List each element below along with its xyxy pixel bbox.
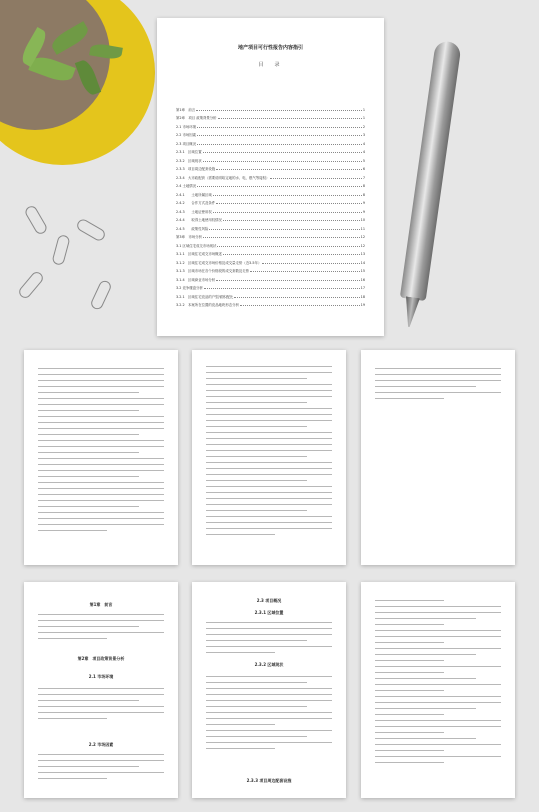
paperclip: [17, 270, 45, 301]
toc-entry-label: 3.2.1 区域住宅竞品的户型/面积配比: [176, 294, 234, 299]
toc-entry: [176, 146, 365, 155]
toc-entry-page: 9: [362, 201, 365, 205]
toc-entry: [176, 265, 365, 274]
toc-entry: [176, 188, 365, 197]
toc-leader-dots: [203, 152, 362, 153]
paperclip: [75, 217, 107, 242]
text-lines: [206, 622, 332, 658]
toc-entry: [176, 273, 365, 282]
toc-entry-page: 13: [360, 252, 365, 256]
toc-entry: [176, 112, 365, 121]
toc-entry-page: 14: [360, 260, 365, 265]
toc-entry-page: 6: [362, 167, 365, 171]
toc-entry: [176, 256, 365, 265]
toc-entry-label: 第1章 前言: [176, 107, 196, 112]
toc-entry-label: 2.4 土地情况: [176, 184, 197, 188]
content-page-2: [192, 582, 346, 798]
toc-entry: [176, 163, 365, 172]
toc-entry-label: 2.3 项目概况: [176, 141, 197, 146]
toc-entry-label: 2.1 市场环境: [176, 124, 197, 129]
section-heading: 2.1 市场环境: [88, 674, 114, 679]
toc-entry-page: 1: [362, 116, 365, 120]
toc-entry: [176, 290, 365, 299]
section-heading: 2.2 市场因素: [88, 742, 114, 747]
toc-leader-dots: [223, 254, 360, 255]
toc-leader-dots: [216, 169, 362, 170]
toc-leader-dots: [197, 186, 362, 187]
toc-leader-dots: [234, 297, 359, 298]
toc-entry-label: 2.4.1 土地所属区域: [176, 192, 212, 197]
text-lines: [206, 676, 332, 754]
toc-entry: [176, 103, 365, 112]
subsection-heading: 2.3.1 区域位置: [254, 610, 284, 615]
toc-entry-label: 2.4.3 土地证使用权: [176, 209, 212, 214]
toc-entry-page: 17: [360, 286, 365, 290]
toc-entry-page: 4: [362, 150, 365, 154]
toc-entry-label: 2.2 市场因素: [176, 133, 197, 137]
toc-entry-page: 5: [362, 158, 365, 163]
toc-entry-label: 2.3.3 项目周边配套设施: [176, 167, 216, 171]
table-of-contents: [176, 103, 365, 307]
chapter-heading: 第1章 前言: [89, 602, 113, 607]
text-lines: [38, 368, 164, 536]
toc-entry-label: 2.3.1 区域位置: [176, 150, 202, 154]
toc-page-main: [157, 18, 384, 336]
toc-entry: [176, 154, 365, 163]
toc-leader-dots: [196, 110, 362, 111]
text-lines: [375, 600, 501, 768]
toc-entry-label: 2.4.4 取得土地使用权情况: [176, 218, 222, 222]
toc-entry: [176, 222, 365, 231]
toc-entry-label: 3.1.3 区域市场在各个价格段的成交套数及走势: [176, 269, 250, 273]
toc-entry-page: 3: [362, 133, 365, 137]
toc-entry-page: 15: [360, 269, 365, 273]
document-title: 地产项目可行性报告内容指引: [237, 45, 303, 51]
toc-entry-label: 2.4.5 政策性风险: [176, 226, 209, 231]
pen-tip: [402, 296, 420, 328]
toc-entry: [176, 248, 365, 257]
toc-entry: [176, 205, 365, 214]
content-page-3: [361, 582, 515, 798]
toc-page-2: [24, 350, 178, 565]
toc-entry: [176, 180, 365, 189]
toc-entry-page: 11: [360, 226, 365, 231]
text-lines: [38, 754, 164, 784]
text-lines: [206, 366, 332, 540]
toc-entry-page: 12: [360, 235, 365, 239]
toc-leader-dots: [204, 288, 360, 289]
toc-entry: [176, 239, 365, 248]
toc-leader-dots: [218, 118, 362, 119]
toc-entry-label: 2.3.4 大市政配套（需要说明给定地的水、电、燃气等接驳）: [176, 175, 270, 180]
toc-entry-page: 4: [362, 141, 365, 146]
toc-entry: [176, 299, 365, 308]
toc-leader-dots: [203, 161, 362, 162]
toc-entry: [176, 282, 365, 291]
toc-leader-dots: [197, 127, 362, 128]
toc-entry-page: 9: [362, 209, 365, 214]
text-lines: [38, 614, 164, 644]
toc-entry-label: 第3章 市场分析: [176, 235, 202, 239]
toc-entry-page: 2: [362, 124, 365, 129]
toc-leader-dots: [270, 178, 361, 179]
toc-leader-dots: [217, 246, 359, 247]
subsection-heading: 2.3.2 区域现状: [254, 662, 284, 667]
toc-entry-label: 3.1 区域住宅成交市场现状: [176, 243, 217, 248]
toc-leader-dots: [250, 271, 360, 272]
pen-body: [400, 40, 462, 301]
toc-entry-page: 8: [362, 192, 365, 197]
toc-leader-dots: [240, 305, 360, 306]
toc-entry-label: 3.2.2 本案所在位置的竞品地块形态分析: [176, 303, 239, 307]
toc-leader-dots: [216, 280, 360, 281]
text-lines: [38, 688, 164, 724]
toc-entry-label: 2.3.2 区域现状: [176, 158, 202, 163]
toc-entry-page: 12: [360, 243, 365, 248]
toc-leader-dots: [216, 203, 362, 204]
toc-entry: [176, 171, 365, 180]
toc-page-4: [361, 350, 515, 565]
toc-page-3: [192, 350, 346, 565]
toc-entry-label: 3.1.4 区域商业市场分析: [176, 277, 216, 282]
chapter-heading: 第2章 项目政策背景分析: [77, 656, 125, 661]
section-heading: 2.3 项目概况: [256, 598, 282, 603]
toc-entry-page: 7: [362, 175, 365, 180]
toc-entry: [176, 129, 365, 138]
toc-entry-page: 1: [362, 107, 365, 112]
paperclip: [51, 234, 70, 266]
toc-entry-label: 3.1.2 区域住宅成交市场价格及成交量走势（近3-5年）: [176, 260, 262, 265]
toc-entry: [176, 197, 365, 206]
toc-entry-label: 第2章 项目 政策背景分析: [176, 116, 217, 120]
toc-leader-dots: [209, 229, 359, 230]
toc-entry-page: 19: [360, 303, 365, 307]
toc-heading: 目 录: [258, 62, 283, 68]
subsection-heading: 2.3.3 项目周边配套设施: [246, 778, 292, 783]
toc-entry: [176, 214, 365, 223]
toc-entry-label: 3.1.1 区域住宅成交市场概述: [176, 252, 222, 256]
toc-leader-dots: [197, 135, 362, 136]
toc-entry-page: 10: [360, 218, 365, 222]
toc-leader-dots: [213, 212, 362, 213]
toc-entry-page: 8: [362, 184, 365, 188]
toc-leader-dots: [213, 195, 362, 196]
toc-entry-page: 16: [360, 277, 365, 282]
toc-leader-dots: [197, 144, 362, 145]
toc-entry: [176, 231, 365, 240]
paperclip: [89, 279, 113, 311]
text-lines: [375, 368, 501, 404]
toc-entry-label: 2.4.2 合作方式及条件: [176, 201, 216, 205]
pen-decoration: [394, 40, 461, 341]
paperclip: [23, 204, 48, 236]
toc-entry-page: 18: [360, 294, 365, 299]
toc-entry: [176, 137, 365, 146]
content-page-1: [24, 582, 178, 798]
toc-leader-dots: [203, 237, 360, 238]
toc-leader-dots: [262, 263, 359, 264]
toc-leader-dots: [223, 220, 360, 221]
toc-entry-label: 3.2 竞争楼盘分析: [176, 286, 203, 290]
toc-entry: [176, 120, 365, 129]
